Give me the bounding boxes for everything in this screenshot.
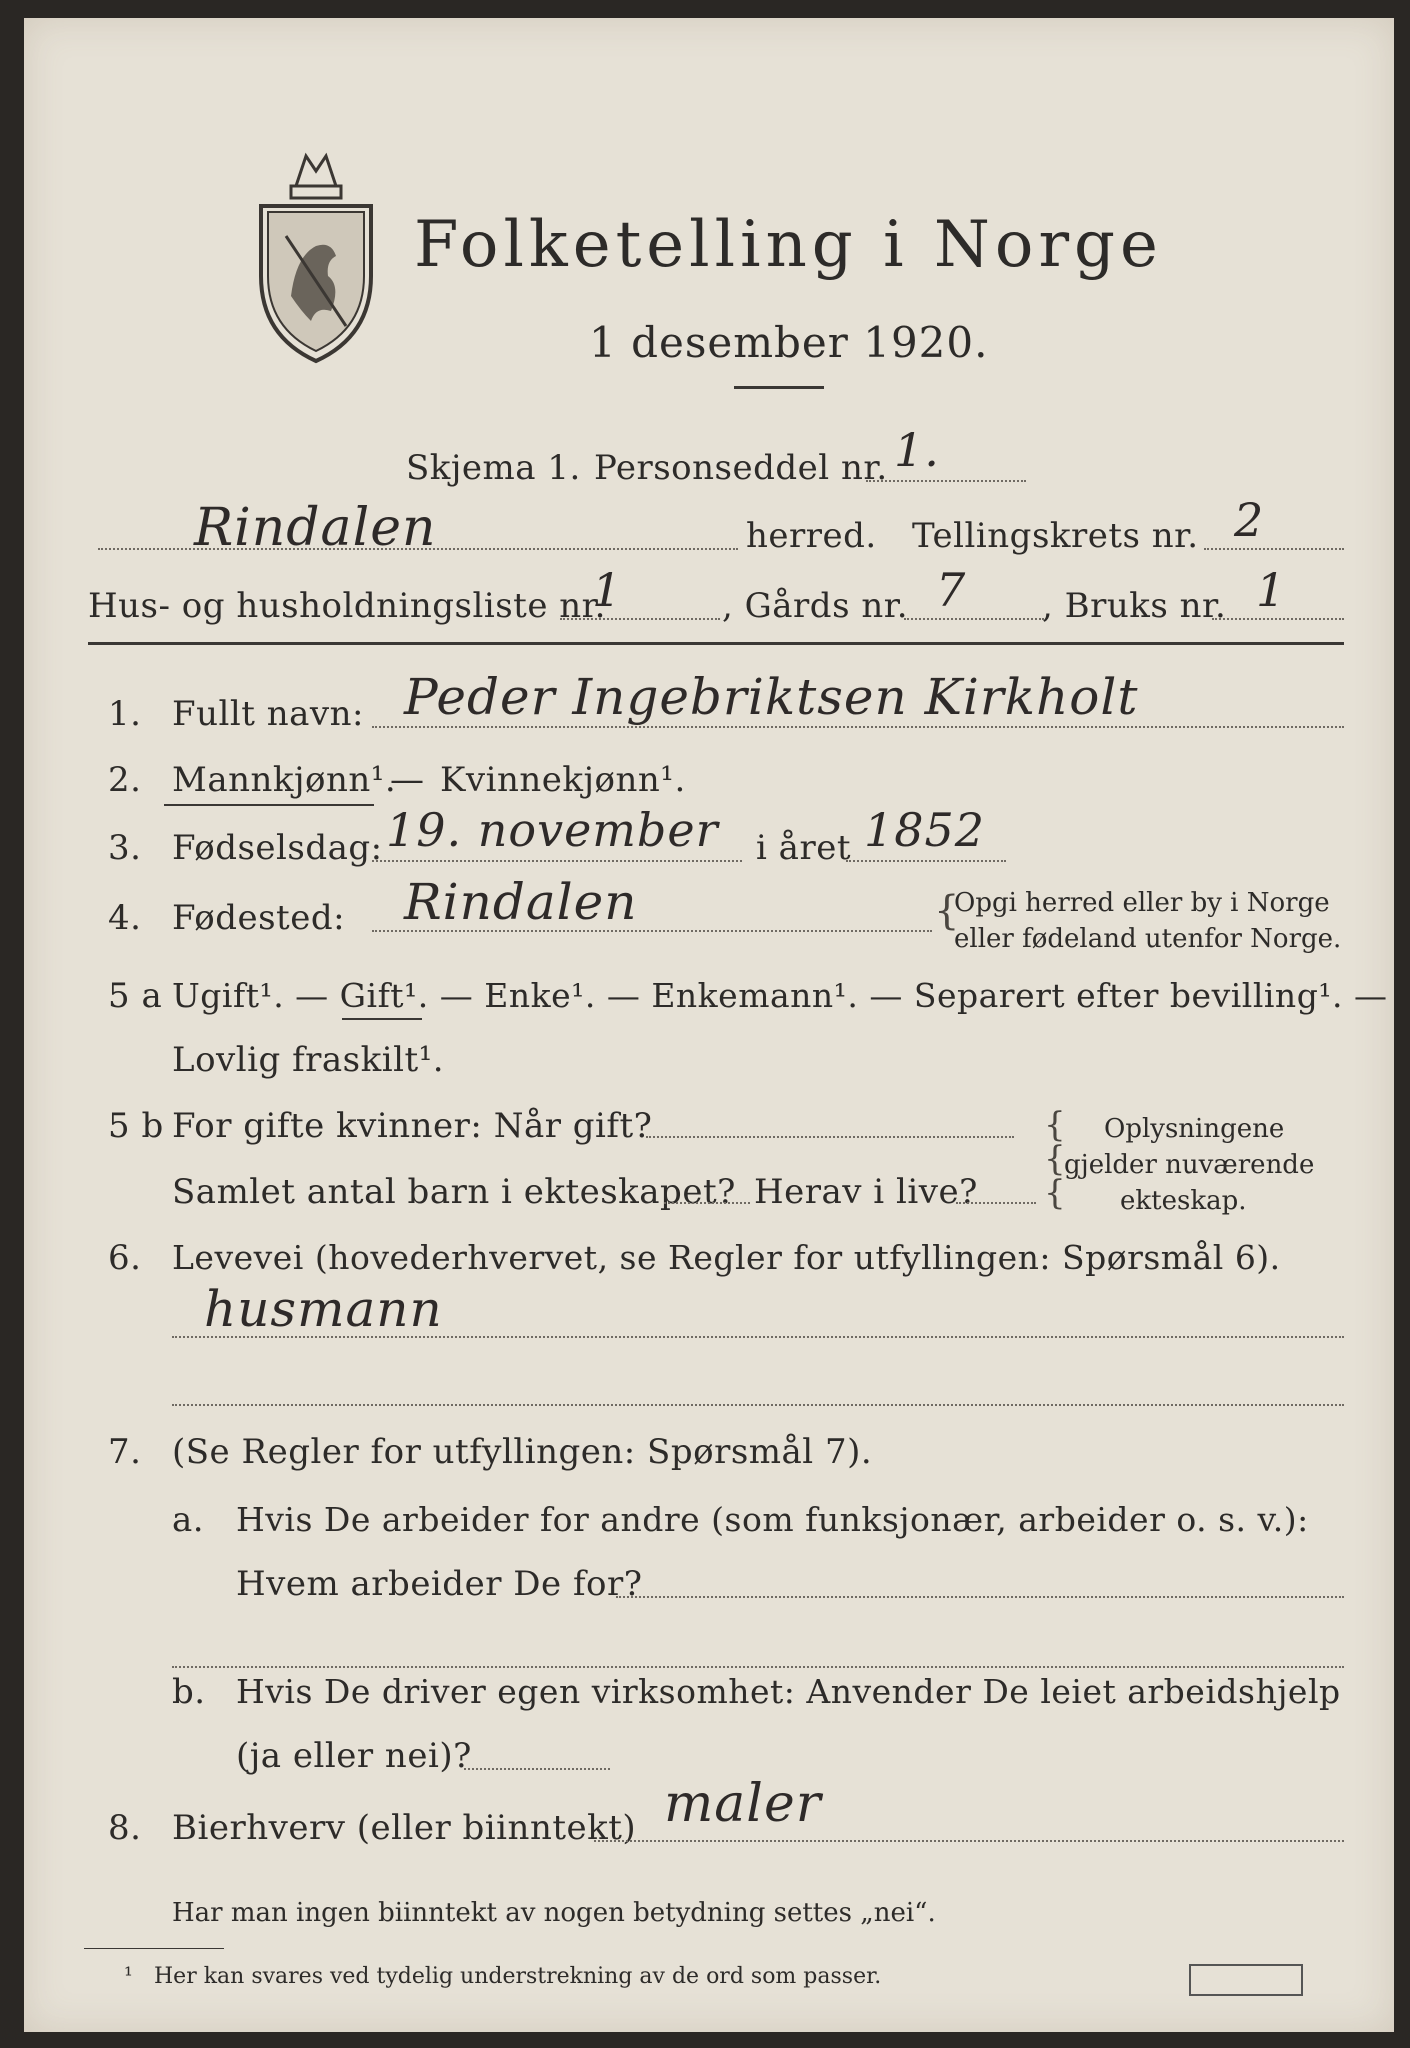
- census-form-sheet: [24, 18, 1394, 2032]
- bruks-label: , Bruks nr.: [1042, 586, 1227, 626]
- q4-note-line2: eller fødeland utenfor Norge.: [954, 924, 1342, 954]
- herred-label: herred.: [746, 516, 877, 556]
- occupation-field-line-1: [172, 1336, 1344, 1338]
- married-underline: [342, 1018, 422, 1020]
- gards-value[interactable]: 7: [936, 563, 967, 617]
- q2-separator: —: [390, 760, 425, 800]
- alive-field-line: [956, 1202, 1036, 1204]
- q6-number: 6.: [108, 1238, 142, 1278]
- q5b-number: 5 b: [108, 1106, 164, 1146]
- tellingskrets-field-line: [1204, 548, 1344, 550]
- q7b-yes-no-label: (ja eller nei)?: [236, 1736, 472, 1776]
- married-when-field-line: [646, 1136, 1014, 1138]
- q7b-label: Hvis De driver egen virksomhet: Anvender De leiet arbeidshjelp: [236, 1672, 1341, 1711]
- q6-label: Levevei (hovederhvervet, se Regler for utfyllingen: Spørsmål 6).: [172, 1238, 1281, 1277]
- hired-help-field-line: [464, 1768, 610, 1770]
- coat-of-arms-icon: [246, 146, 386, 366]
- q7b-number: b.: [172, 1672, 206, 1712]
- gards-label: , Gårds nr.: [722, 586, 909, 626]
- birth-year-field-line: [846, 860, 1006, 862]
- bruks-value[interactable]: 1: [1256, 563, 1287, 617]
- employer-field-line-1: [616, 1596, 1344, 1598]
- occupation-value[interactable]: husmann: [204, 1280, 443, 1338]
- q7-number: 7.: [108, 1432, 142, 1472]
- form-title: Folketelling i Norge: [414, 208, 1163, 282]
- q5b-note-line2: gjelder nuværende: [1064, 1150, 1315, 1180]
- q7a-employer-label: Hvem arbeider De for?: [236, 1564, 643, 1604]
- side-income-field-line: [594, 1840, 1344, 1842]
- marital-status-divorced[interactable]: Lovlig fraskilt¹.: [172, 1040, 445, 1080]
- skjema-label: Skjema 1.: [406, 448, 581, 488]
- male-underline: [164, 804, 374, 806]
- q1-number: 1.: [108, 694, 142, 734]
- footer-note: Har man ingen biinntekt av nogen betydning settes „nei“.: [172, 1898, 936, 1928]
- birthdate-value[interactable]: 19. november: [386, 803, 719, 857]
- birthplace-value[interactable]: Rindalen: [404, 873, 638, 931]
- q5b-children-label: Samlet antal barn i ekteskapet?: [172, 1172, 736, 1212]
- birth-year-label: i året: [756, 828, 851, 868]
- children-field-line: [664, 1202, 750, 1204]
- bruks-field-line: [1212, 618, 1344, 620]
- q5a-number: 5 a: [108, 976, 163, 1016]
- gards-field-line: [904, 618, 1044, 620]
- herred-value[interactable]: Rindalen: [194, 498, 437, 558]
- tellingskrets-value[interactable]: 2: [1234, 493, 1265, 547]
- marital-status-options[interactable]: Ugift¹. — Gift¹. — Enke¹. — Enkemann¹. — Separert efter bevilling¹. —: [172, 976, 1388, 1015]
- birth-year-value[interactable]: 1852: [864, 803, 986, 857]
- footnote-text: Her kan svares ved tydelig understrekning av de ord som passer.: [154, 1964, 882, 1989]
- q5b-brace: { { {: [1044, 1105, 1066, 1213]
- gender-male[interactable]: Mannkjønn¹.: [172, 760, 397, 800]
- q4-number: 4.: [108, 898, 142, 938]
- q4-brace: {: [934, 888, 960, 934]
- full-name-field-line: [372, 726, 1344, 728]
- title-divider: [734, 386, 824, 389]
- husliste-label: Hus- og husholdningsliste nr.: [88, 586, 606, 626]
- tellingskrets-label: Tellingskrets nr.: [912, 516, 1199, 556]
- q7-label: (Se Regler for utfyllingen: Spørsmål 7).: [172, 1432, 873, 1472]
- side-income-value[interactable]: maler: [664, 1774, 822, 1834]
- q5b-note-line1: Oplysningene: [1104, 1114, 1285, 1144]
- personseddel-value[interactable]: 1.: [894, 423, 940, 477]
- q7a-label: Hvis De arbeider for andre (som funksjonær, arbeider o. s. v.):: [236, 1500, 1309, 1539]
- q8-number: 8.: [108, 1808, 142, 1848]
- q1-label: Fullt navn:: [172, 694, 364, 734]
- employer-field-line-2: [172, 1666, 1344, 1668]
- q3-number: 3.: [108, 828, 142, 868]
- q8-label: Bierhverv (eller biinntekt): [172, 1808, 637, 1848]
- q4-note-line1: Opgi herred eller by i Norge: [954, 888, 1330, 918]
- q3-label: Fødselsdag:: [172, 828, 383, 868]
- printer-stamp-icon: [1189, 1964, 1303, 1996]
- section-divider: [88, 642, 1344, 645]
- husliste-value[interactable]: 1: [592, 563, 623, 617]
- q5b-note-line3: ekteskap.: [1120, 1186, 1247, 1216]
- q7a-number: a.: [172, 1500, 205, 1540]
- personseddel-field-line: [866, 480, 1026, 482]
- husliste-field-line: [560, 618, 720, 620]
- form-subtitle: 1 desember 1920.: [589, 318, 989, 367]
- footnote-divider: [84, 1948, 224, 1949]
- personseddel-label: Personseddel nr.: [594, 448, 888, 488]
- q5b-married-when-label: For gifte kvinner: Når gift?: [172, 1106, 653, 1146]
- q2-number: 2.: [108, 760, 142, 800]
- occupation-field-line-2: [172, 1404, 1344, 1406]
- footnote-mark: ¹: [124, 1964, 133, 1989]
- gender-female[interactable]: Kvinnekjønn¹.: [440, 760, 686, 800]
- q4-label: Fødested:: [172, 898, 346, 938]
- full-name-value[interactable]: Peder Ingebriktsen Kirkholt: [404, 668, 1139, 726]
- birthdate-field-line: [372, 860, 742, 862]
- q5b-alive-label: Herav i live?: [754, 1172, 978, 1212]
